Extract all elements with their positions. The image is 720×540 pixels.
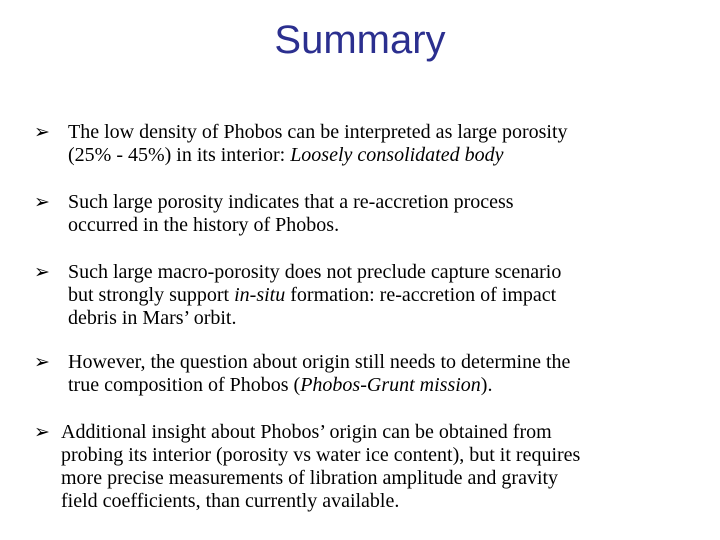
bullet-line	[68, 284, 561, 307]
text-run: Additional insight about Phobos’ origin can be obtained from	[61, 421, 552, 443]
bullet-text	[68, 191, 514, 237]
text-run: field coefficients, than currently available.	[61, 490, 400, 512]
bullet-line	[68, 374, 570, 397]
text-run: but strongly support	[68, 284, 235, 306]
text-run: formation: re-accretion of impact	[285, 284, 557, 306]
bullet-line	[68, 144, 568, 167]
text-run: more precise measurements of libration amplitude and gravity	[61, 467, 559, 489]
arrow-bullet-icon: ➢	[34, 261, 50, 283]
text-run: probing its interior (porosity vs water ice content), but it requires	[61, 444, 581, 466]
arrow-bullet-icon: ➢	[34, 121, 50, 143]
text-run: true composition of Phobos (	[68, 374, 301, 396]
bullet-line	[68, 261, 561, 284]
bullet-line	[68, 191, 514, 214]
text-run: The low density of Phobos can be interpreted as large porosity	[68, 121, 568, 143]
italic-text: Loosely consolidated body	[290, 144, 504, 166]
bullet-line	[61, 490, 580, 513]
text-run: Such large porosity indicates that a re-accretion process	[68, 191, 514, 213]
arrow-bullet-icon: ➢	[34, 351, 50, 373]
arrow-bullet-icon: ➢	[34, 191, 50, 213]
arrow-bullet-icon: ➢	[34, 421, 50, 443]
text-run: (25% - 45%) in its interior:	[68, 144, 291, 166]
bullet-line	[68, 214, 514, 237]
bullet-line	[61, 467, 580, 490]
text-run: debris in Mars’ orbit.	[68, 307, 237, 329]
bullet-line	[68, 121, 568, 144]
text-run: ).	[480, 374, 493, 396]
text-run: However, the question about origin still needs to determine the	[68, 351, 571, 373]
bullet-line	[68, 307, 561, 330]
bullet-line	[61, 444, 580, 467]
bullet-text	[68, 261, 561, 330]
italic-text: in-situ	[234, 284, 286, 306]
text-run: occurred in the history of Phobos.	[68, 214, 340, 236]
bullet-text	[68, 121, 568, 167]
slide-title: Summary	[274, 18, 446, 62]
text-run: Such large macro-porosity does not preclude capture scenario	[68, 261, 562, 283]
bullet-line	[61, 421, 580, 444]
bullet-text	[68, 351, 570, 397]
bullet-text	[61, 421, 580, 513]
bullet-line	[68, 351, 570, 374]
italic-text: Phobos-Grunt mission	[300, 374, 481, 396]
